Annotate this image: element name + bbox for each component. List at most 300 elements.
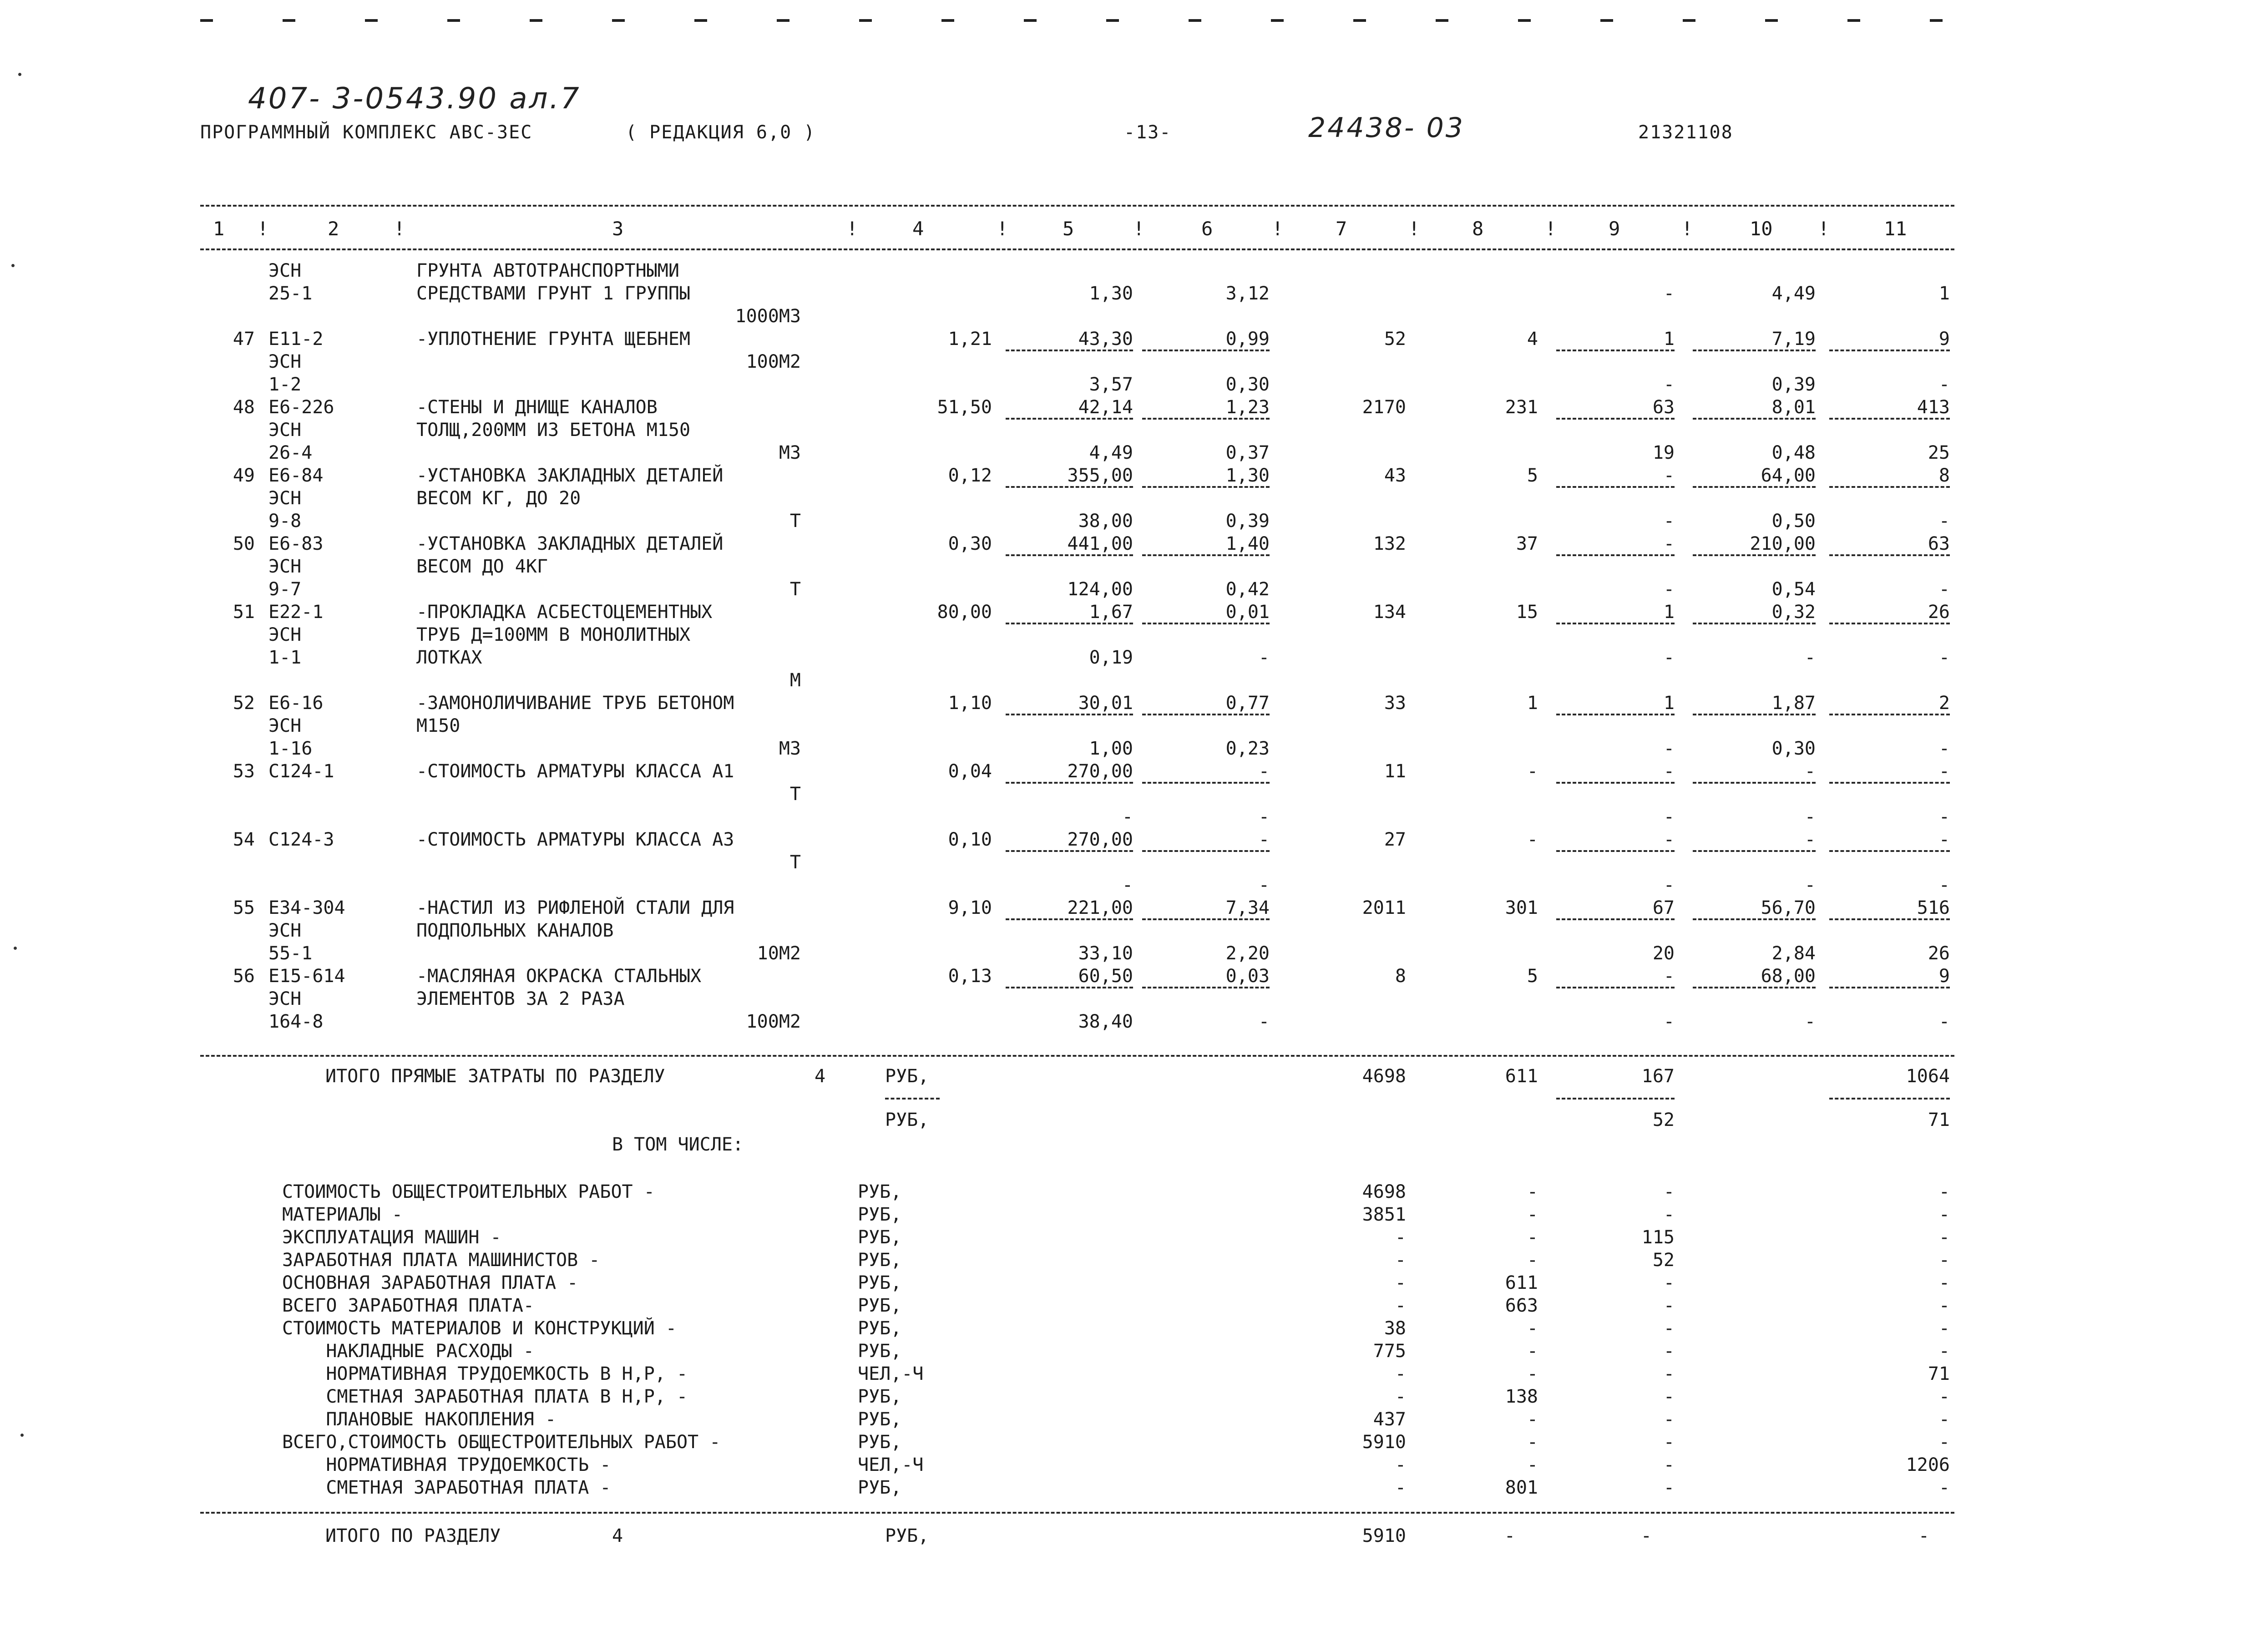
cell-col-name: Т xyxy=(789,852,801,873)
cell-col-name: ТОЛЩ,200ММ ИЗ БЕТОНА М150 xyxy=(416,420,691,441)
cell-col-c6: - xyxy=(1258,647,1270,668)
cell-col-c9: - xyxy=(1663,283,1675,304)
cell-col-c9: - xyxy=(1663,966,1675,987)
cell-col-n: 48 xyxy=(233,397,255,418)
cell-col-name: Т xyxy=(789,579,801,600)
table-row xyxy=(0,897,2262,919)
cell-col-n: 51 xyxy=(233,602,255,623)
cell-col-name: 1000М3 xyxy=(735,306,801,327)
summary-unit: РУБ, xyxy=(858,1341,902,1362)
cell-col-c6: 0,42 xyxy=(1225,579,1270,600)
cell-col-name: -УСТАНОВКА ЗАКЛАДНЫХ ДЕТАЛЕЙ xyxy=(416,465,724,486)
cell-col-c6: - xyxy=(1258,1011,1270,1032)
summary-c8: - xyxy=(1527,1250,1538,1271)
cell-col-name: М3 xyxy=(779,738,801,759)
edge-mark xyxy=(1847,19,1860,22)
cell-col-c10: 0,48 xyxy=(1771,442,1816,463)
table-row xyxy=(0,1011,2262,1033)
section-total-label: ИТОГО ПО РАЗДЕЛУ xyxy=(325,1525,501,1546)
total-direct-unit: РУБ, xyxy=(885,1066,929,1087)
cell-col-code: ЭСН xyxy=(268,260,302,281)
summary-c8: - xyxy=(1527,1454,1538,1475)
summary-unit: РУБ, xyxy=(858,1386,902,1407)
cell-col-c6: 0,03 xyxy=(1225,966,1270,987)
section-total-col11: - xyxy=(1918,1525,1929,1546)
scan-speck xyxy=(11,264,15,267)
summary-label: ОСНОВНАЯ ЗАРАБОТНАЯ ПЛАТА - xyxy=(282,1272,578,1293)
cell-col-name: ГРУНТА АВТОТРАНСПОРТНЫМИ xyxy=(416,260,679,281)
cell-col-n: 56 xyxy=(233,966,255,987)
summary-c8: 138 xyxy=(1505,1386,1538,1407)
summary-c7: 4698 xyxy=(1362,1181,1406,1202)
cell-col-c11: - xyxy=(1938,647,1950,668)
summary-c9: - xyxy=(1663,1432,1675,1453)
cell-col-c9: - xyxy=(1663,533,1675,554)
table-row xyxy=(0,761,2262,783)
cell-col-code: Е6-226 xyxy=(268,397,334,418)
table-row xyxy=(0,374,2262,396)
cell-col-n: 55 xyxy=(233,897,255,918)
column-separator: ! xyxy=(1681,218,1693,240)
cell-col-c8: 37 xyxy=(1516,533,1538,554)
table-row xyxy=(0,670,2262,692)
cell-col-c10: 4,49 xyxy=(1771,283,1816,304)
cell-col-c10: 0,30 xyxy=(1771,738,1816,759)
cell-col-code: Е34-304 xyxy=(268,897,345,918)
cell-col-code: С124-3 xyxy=(268,829,334,850)
summary-unit: ЧЕЛ,-Ч xyxy=(858,1454,924,1475)
column-separator: ! xyxy=(1818,218,1830,240)
cell-col-c11: 8 xyxy=(1938,465,1950,486)
cell-col-c10: - xyxy=(1804,647,1816,668)
cell-col-c11: 26 xyxy=(1928,943,1950,964)
table-row xyxy=(0,556,2262,578)
cell-col-c5: 30,01 xyxy=(1078,693,1133,714)
table-row xyxy=(0,511,2262,532)
section-total-col7: 5910 xyxy=(1362,1525,1406,1546)
summary-c7: - xyxy=(1395,1295,1406,1316)
cell-col-code: Е6-16 xyxy=(268,693,324,714)
summary-label: НОРМАТИВНАЯ ТРУДОЕМКОСТЬ В Н,Р, - xyxy=(282,1363,688,1384)
summary-c7: - xyxy=(1395,1250,1406,1271)
summary-unit: РУБ, xyxy=(858,1181,902,1202)
edge-mark xyxy=(777,19,789,22)
edge-mark xyxy=(530,19,542,22)
handwritten-number: 24438- 03 xyxy=(1308,112,1465,144)
summary-unit: РУБ, xyxy=(858,1432,902,1453)
cell-col-c7: 8 xyxy=(1395,966,1406,987)
cell-col-c4: 9,10 xyxy=(948,897,992,918)
cell-col-c8: 231 xyxy=(1505,397,1538,418)
summary-c11: - xyxy=(1938,1295,1950,1316)
section-total-unit: РУБ, xyxy=(885,1525,929,1546)
summary-c9: - xyxy=(1663,1386,1675,1407)
summary-unit: РУБ, xyxy=(858,1227,902,1248)
cell-col-n: 50 xyxy=(233,533,255,554)
cell-col-c8: 15 xyxy=(1516,602,1538,623)
cell-col-c5: 3,57 xyxy=(1089,374,1133,395)
summary-c9: - xyxy=(1663,1318,1675,1339)
cell-col-c8: 1 xyxy=(1527,693,1538,714)
cell-col-c5: 1,67 xyxy=(1089,602,1133,623)
edge-mark xyxy=(200,19,213,22)
summary-c7: 775 xyxy=(1373,1341,1406,1362)
cell-col-c10: 2,84 xyxy=(1771,943,1816,964)
summary-unit: РУБ, xyxy=(858,1409,902,1430)
summary-label: СТОИМОСТЬ ОБЩЕСТРОИТЕЛЬНЫХ РАБОТ - xyxy=(282,1181,655,1202)
col11-underline xyxy=(1829,1098,1950,1100)
cell-col-c6: - xyxy=(1258,875,1270,896)
cell-col-code: Е6-83 xyxy=(268,533,324,554)
summary-unit: РУБ, xyxy=(858,1272,902,1293)
cell-col-code: 9-7 xyxy=(268,579,302,600)
total-direct-label: ИТОГО ПРЯМЫЕ ЗАТРАТЫ ПО РАЗДЕЛУ xyxy=(325,1066,665,1087)
cell-col-c6: 1,40 xyxy=(1225,533,1270,554)
column-header-10: 10 xyxy=(1750,218,1773,240)
cell-col-c9: 1 xyxy=(1663,693,1675,714)
cell-col-c10: 1,87 xyxy=(1771,693,1816,714)
handwritten-code: 407- 3-0543.90 ал.7 xyxy=(248,82,581,116)
cell-col-c9: - xyxy=(1663,647,1675,668)
cell-col-c11: 9 xyxy=(1938,329,1950,350)
cell-col-code: 55-1 xyxy=(268,943,313,964)
table-row xyxy=(0,875,2262,897)
summary-unit: РУБ, xyxy=(858,1295,902,1316)
cell-col-c11: - xyxy=(1938,829,1950,850)
cell-col-c6: 0,77 xyxy=(1225,693,1270,714)
cell-col-code: 25-1 xyxy=(268,283,313,304)
cell-col-c5: 270,00 xyxy=(1067,761,1133,782)
cell-col-name: 100М2 xyxy=(746,1011,801,1032)
cell-col-name: ПОДПОЛЬНЫХ КАНАЛОВ xyxy=(416,920,614,941)
table-row xyxy=(0,602,2262,623)
table-row xyxy=(0,260,2262,282)
cell-col-c8: 4 xyxy=(1527,329,1538,350)
table-row xyxy=(0,579,2262,601)
cell-col-c9: 67 xyxy=(1652,897,1675,918)
table-row xyxy=(0,533,2262,555)
summary-c11: 71 xyxy=(1928,1363,1950,1384)
table-row xyxy=(0,306,2262,328)
cell-col-c11: 2 xyxy=(1938,693,1950,714)
cell-col-c4: 0,13 xyxy=(948,966,992,987)
summary-c9: - xyxy=(1663,1204,1675,1225)
summary-c8: 801 xyxy=(1505,1477,1538,1498)
column-header-11: 11 xyxy=(1884,218,1907,240)
table-row xyxy=(0,442,2262,464)
cell-col-code: ЭСН xyxy=(268,988,302,1009)
cell-col-c6: 1,23 xyxy=(1225,397,1270,418)
table-row xyxy=(0,283,2262,305)
summary-c9: 52 xyxy=(1652,1250,1675,1271)
summary-c7: 5910 xyxy=(1362,1432,1406,1453)
cell-col-c6: - xyxy=(1258,829,1270,850)
column-separator: ! xyxy=(1545,218,1557,240)
cell-col-c6: 0,30 xyxy=(1225,374,1270,395)
cell-col-name: М150 xyxy=(416,715,460,736)
cell-col-c5: 0,19 xyxy=(1089,647,1133,668)
cell-col-c10: 0,32 xyxy=(1771,602,1816,623)
column-separator: ! xyxy=(394,218,405,240)
summary-c8: - xyxy=(1527,1432,1538,1453)
cell-col-c7: 33 xyxy=(1384,693,1406,714)
cell-col-c4: 1,10 xyxy=(948,693,992,714)
table-row xyxy=(0,920,2262,942)
summary-c8: - xyxy=(1527,1318,1538,1339)
cell-col-code: ЭСН xyxy=(268,420,302,441)
summary-c11: - xyxy=(1938,1272,1950,1293)
cell-col-c9: 1 xyxy=(1663,602,1675,623)
summary-c8: - xyxy=(1527,1341,1538,1362)
cell-col-c9: - xyxy=(1663,761,1675,782)
cell-col-name: ВЕСОМ ДО 4КГ xyxy=(416,556,548,577)
summary-c11: - xyxy=(1938,1386,1950,1407)
cell-col-code: Е6-84 xyxy=(268,465,324,486)
summary-c7: - xyxy=(1395,1477,1406,1498)
summary-unit: РУБ, xyxy=(858,1204,902,1225)
summary-unit: ЧЕЛ,-Ч xyxy=(858,1363,924,1384)
edge-mark xyxy=(694,19,707,22)
cell-col-c4: 80,00 xyxy=(937,602,992,623)
cell-col-name: -ПРОКЛАДКА АСБЕСТОЦЕМЕНТНЫХ xyxy=(416,602,713,623)
summary-c9: 115 xyxy=(1641,1227,1675,1248)
cell-col-n: 54 xyxy=(233,829,255,850)
summary-c8: - xyxy=(1527,1363,1538,1384)
summary-c7: - xyxy=(1395,1272,1406,1293)
summary-c11: - xyxy=(1938,1341,1950,1362)
cell-col-c4: 0,04 xyxy=(948,761,992,782)
column-header-7: 7 xyxy=(1336,218,1347,240)
cell-col-c6: - xyxy=(1258,806,1270,827)
summary-label: ЭКСПЛУАТАЦИЯ МАШИН - xyxy=(282,1227,501,1248)
cell-col-c7: 134 xyxy=(1373,602,1406,623)
cell-col-c10: - xyxy=(1804,761,1816,782)
summary-c7: - xyxy=(1395,1386,1406,1407)
cell-col-c5: - xyxy=(1122,806,1133,827)
cell-col-name: М xyxy=(789,670,801,691)
column-header-3: 3 xyxy=(612,218,624,240)
scan-speck xyxy=(14,947,17,950)
cell-col-c7: 11 xyxy=(1384,761,1406,782)
cell-col-c9: 1 xyxy=(1663,329,1675,350)
cell-col-c11: 1 xyxy=(1938,283,1950,304)
cell-col-c11: 413 xyxy=(1917,397,1950,418)
cell-col-c8: 5 xyxy=(1527,465,1538,486)
cell-col-c8: 301 xyxy=(1505,897,1538,918)
table-row xyxy=(0,647,2262,669)
summary-c11: - xyxy=(1938,1318,1950,1339)
col9-underline xyxy=(1556,1098,1675,1100)
cell-col-c5: 1,00 xyxy=(1089,738,1133,759)
cell-col-c4: 0,12 xyxy=(948,465,992,486)
summary-c9: - xyxy=(1663,1363,1675,1384)
cell-col-c6: 0,39 xyxy=(1225,511,1270,532)
including-label: В ТОМ ЧИСЛЕ: xyxy=(612,1134,744,1155)
cell-col-c11: 25 xyxy=(1928,442,1950,463)
cell-col-c9: - xyxy=(1663,374,1675,395)
edge-mark xyxy=(859,19,872,22)
cell-col-c6: 1,30 xyxy=(1225,465,1270,486)
cell-col-c11: 516 xyxy=(1917,897,1950,918)
cell-col-code: ЭСН xyxy=(268,488,302,509)
column-header-4: 4 xyxy=(912,218,924,240)
table-row xyxy=(0,351,2262,373)
column-separator: ! xyxy=(997,218,1008,240)
summary-c8: - xyxy=(1527,1181,1538,1202)
cell-col-code: ЭСН xyxy=(268,920,302,941)
edge-mark xyxy=(612,19,625,22)
table-row xyxy=(0,397,2262,419)
cell-col-c9: 19 xyxy=(1652,442,1675,463)
summary-c8: 611 xyxy=(1505,1272,1538,1293)
cell-col-c9: - xyxy=(1663,465,1675,486)
cell-col-c10: 8,01 xyxy=(1771,397,1816,418)
cell-col-c6: 0,23 xyxy=(1225,738,1270,759)
cell-col-c6: - xyxy=(1258,761,1270,782)
cell-col-c11: - xyxy=(1938,511,1950,532)
cell-col-c10: - xyxy=(1804,1011,1816,1032)
cell-col-name: СРЕДСТВАМИ ГРУНТ 1 ГРУППЫ xyxy=(416,283,691,304)
edge-mark xyxy=(1024,19,1037,22)
edge-mark xyxy=(1765,19,1778,22)
cell-col-name: -НАСТИЛ ИЗ РИФЛЕНОЙ СТАЛИ ДЛЯ xyxy=(416,897,734,918)
cell-col-name: ЭЛЕМЕНТОВ ЗА 2 РАЗА xyxy=(416,988,625,1009)
cell-col-c4: 1,21 xyxy=(948,329,992,350)
edge-mark xyxy=(1600,19,1613,22)
cell-col-name: 100М2 xyxy=(746,351,801,372)
summary-c8: - xyxy=(1527,1204,1538,1225)
cell-col-c5: 221,00 xyxy=(1067,897,1133,918)
table-row xyxy=(0,988,2262,1010)
unit-underline xyxy=(885,1098,940,1100)
cell-col-c4: 0,10 xyxy=(948,829,992,850)
summary-c11: - xyxy=(1938,1250,1950,1271)
cell-col-c10: 7,19 xyxy=(1771,329,1816,350)
edge-mark xyxy=(1271,19,1284,22)
edge-mark xyxy=(365,19,378,22)
summary-c7: - xyxy=(1395,1454,1406,1475)
cell-col-name: -СТОИМОСТЬ АРМАТУРЫ КЛАССА А1 xyxy=(416,761,734,782)
cell-col-name: 10М2 xyxy=(757,943,801,964)
summary-c11: - xyxy=(1938,1432,1950,1453)
summary-label: СМЕТНАЯ ЗАРАБОТНАЯ ПЛАТА В Н,Р, - xyxy=(282,1386,688,1407)
table-row xyxy=(0,488,2262,510)
cell-col-c5: 33,10 xyxy=(1078,943,1133,964)
summary-label: ВСЕГО,СТОИМОСТЬ ОБЩЕСТРОИТЕЛЬНЫХ РАБОТ - xyxy=(282,1432,721,1453)
edge-mark xyxy=(1106,19,1119,22)
summary-unit: РУБ, xyxy=(858,1250,902,1271)
table-row xyxy=(0,806,2262,828)
summary-label: НАКЛАДНЫЕ РАСХОДЫ - xyxy=(282,1341,534,1362)
summary-c9: - xyxy=(1663,1341,1675,1362)
table-head-rule xyxy=(200,248,1954,250)
program-title: ПРОГРАММНЫЙ КОМПЛЕКС АВС-ЗЕС xyxy=(200,122,533,143)
summary-c9: - xyxy=(1663,1181,1675,1202)
cell-col-c5: 355,00 xyxy=(1067,465,1133,486)
summary-c7: - xyxy=(1395,1227,1406,1248)
cell-col-c5: - xyxy=(1122,875,1133,896)
cell-col-code: ЭСН xyxy=(268,556,302,577)
edge-mark xyxy=(941,19,954,22)
cell-col-name: -МАСЛЯНАЯ ОКРАСКА СТАЛЬНЫХ xyxy=(416,966,702,987)
cell-col-code: 164-8 xyxy=(268,1011,324,1032)
cell-col-c10: - xyxy=(1804,875,1816,896)
summary-label: СМЕТНАЯ ЗАРАБОТНАЯ ПЛАТА - xyxy=(282,1477,611,1498)
cell-col-name: -СТЕНЫ И ДНИЩЕ КАНАЛОВ xyxy=(416,397,658,418)
program-edition: ( РЕДАКЦИЯ 6,0 ) xyxy=(626,122,816,143)
summary-unit: РУБ, xyxy=(858,1318,902,1339)
cell-col-name: -УСТАНОВКА ЗАКЛАДНЫХ ДЕТАЛЕЙ xyxy=(416,533,724,554)
summary-label: НОРМАТИВНАЯ ТРУДОЕМКОСТЬ - xyxy=(282,1454,611,1475)
cell-col-c5: 270,00 xyxy=(1067,829,1133,850)
cell-col-c7: 132 xyxy=(1373,533,1406,554)
edge-mark xyxy=(1436,19,1448,22)
summary-c9: - xyxy=(1663,1454,1675,1475)
table-row xyxy=(0,624,2262,646)
cell-col-c11: - xyxy=(1938,738,1950,759)
cell-col-n: 52 xyxy=(233,693,255,714)
summary-c11: - xyxy=(1938,1409,1950,1430)
cell-col-c6: 0,01 xyxy=(1225,602,1270,623)
column-header-8: 8 xyxy=(1472,218,1484,240)
section-total-col9: - xyxy=(1640,1525,1652,1546)
cell-col-c8: - xyxy=(1527,761,1538,782)
cell-col-c7: 52 xyxy=(1384,329,1406,350)
column-separator: ! xyxy=(846,218,858,240)
cell-col-code: 1-1 xyxy=(268,647,302,668)
cell-col-c11: - xyxy=(1938,806,1950,827)
section-total-number: 4 xyxy=(612,1525,623,1546)
summary-c11: - xyxy=(1938,1227,1950,1248)
totals-rule xyxy=(200,1055,1954,1057)
column-separator: ! xyxy=(1133,218,1145,240)
cell-col-name: Т xyxy=(789,511,801,532)
summary-unit: РУБ, xyxy=(858,1477,902,1498)
column-separator: ! xyxy=(1408,218,1420,240)
table-row xyxy=(0,784,2262,806)
total-direct-col8: 611 xyxy=(1505,1066,1538,1087)
total-direct-col11-2: 71 xyxy=(1928,1110,1950,1130)
table-top-rule xyxy=(200,205,1954,207)
summary-c7: - xyxy=(1395,1363,1406,1384)
cell-col-code: Е22-1 xyxy=(268,602,324,623)
column-separator: ! xyxy=(1272,218,1284,240)
column-header-1: 1 xyxy=(213,218,225,240)
cell-col-c11: - xyxy=(1938,875,1950,896)
cell-col-code: ЭСН xyxy=(268,715,302,736)
summary-c11: - xyxy=(1938,1204,1950,1225)
total-direct-col11: 1064 xyxy=(1906,1066,1950,1087)
table-row xyxy=(0,329,2262,350)
summary-label: МАТЕРИАЛЫ - xyxy=(282,1204,403,1225)
summary-label: СТОИМОСТЬ МАТЕРИАЛОВ И КОНСТРУКЦИЙ - xyxy=(282,1318,677,1339)
summary-c7: 437 xyxy=(1373,1409,1406,1430)
cell-col-code: 26-4 xyxy=(268,442,313,463)
edge-mark xyxy=(1518,19,1531,22)
cell-col-c11: 63 xyxy=(1928,533,1950,554)
summary-c8: - xyxy=(1527,1227,1538,1248)
cell-col-code: С124-1 xyxy=(268,761,334,782)
cell-col-code: 1-16 xyxy=(268,738,313,759)
cell-col-c7: 27 xyxy=(1384,829,1406,850)
cell-col-c8: 5 xyxy=(1527,966,1538,987)
cell-col-c4: 51,50 xyxy=(937,397,992,418)
table-row xyxy=(0,966,2262,988)
table-row xyxy=(0,715,2262,737)
cell-col-c6: 3,12 xyxy=(1225,283,1270,304)
cell-col-c9: - xyxy=(1663,1011,1675,1032)
cell-col-n: 49 xyxy=(233,465,255,486)
